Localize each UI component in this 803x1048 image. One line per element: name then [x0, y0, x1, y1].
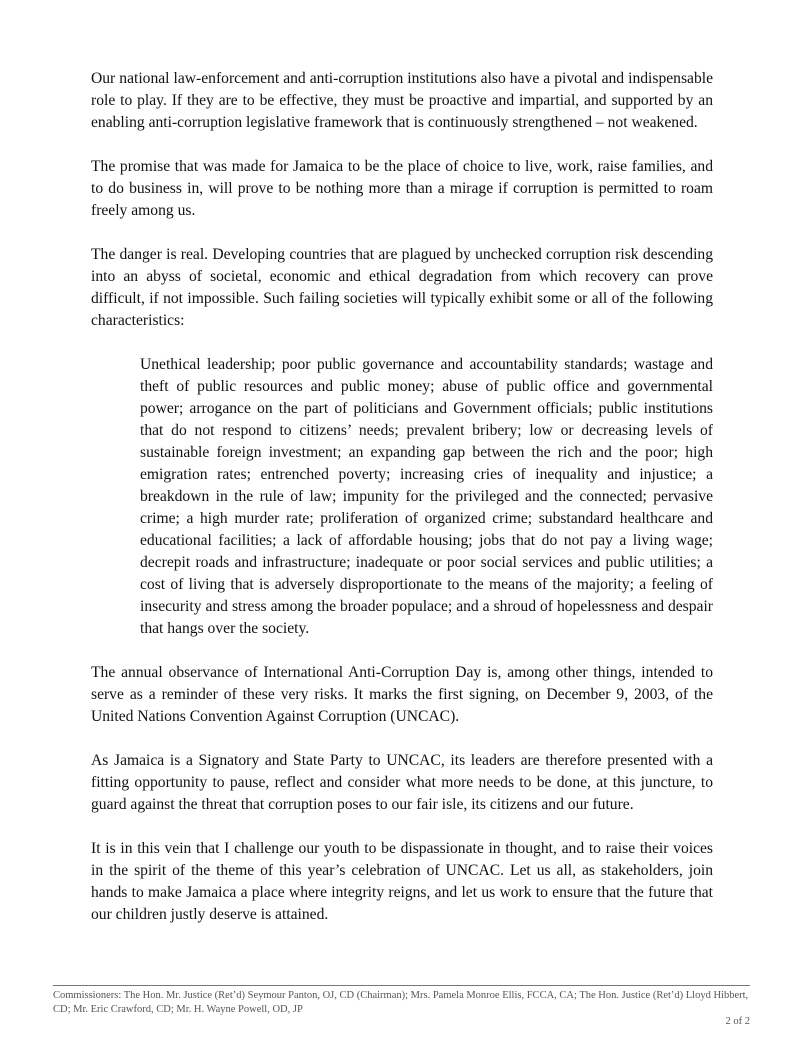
- paragraph: As Jamaica is a Signatory and State Party to UNCAC, its leaders are therefore presented with a fitting opportunity to pause, reflect and consider what more needs to be done, at this juncture, to guard against the threat that corruption poses to our fair isle, its citizens and our future.: [91, 752, 713, 813]
- characteristics-quote: Unethical leadership; poor public governance and accountability standards; wastage and theft of public resources and public money; abuse of public office and governmental power; arrogance on the part of politicians and Government officials; public institutions that do not respond to citizens’ needs; prevalent bribery; low or decreasing levels of sustainable foreign investment; an expanding gap between the rich and the poor; high emigration rates; entrenched poverty; increasing cries of inequality and injustice; a breakdown in the rule of law; impunity for the privileged and the connected; pervasive crime; a high murder rate; proliferation of organized crime; substandard healthcare and educational facilities; a lack of affordable housing; jobs that do not pay a living wage; decrepit roads and infrastructure; inadequate or poor social services and public utilities; a cost of living that is adversely disproportionate to the means of the majority; a feeling of insecurity and stress among the broader populace; and a shroud of hopelessness and despair that hangs over the society.: [140, 356, 713, 637]
- footer-commissioners: Commissioners: The Hon. Mr. Justice (Ret’d) Seymour Panton, OJ, CD (Chairman); Mrs. Pamela Monroe Ellis, FCCA, CA; The Hon. Justice (Ret’d) Lloyd Hibbert, CD; Mr. Eric Crawford, CD; Mr. H. Wayne Powell, OD, JP: [53, 990, 749, 1015]
- footer-divider: [53, 985, 750, 986]
- paragraph: The promise that was made for Jamaica to be the place of choice to live, work, raise families, and to do business in, will prove to be nothing more than a mirage if corruption is permitted to roam freely among us.: [91, 158, 713, 219]
- page-number: 2 of 2: [725, 1016, 750, 1027]
- document-body: [91, 68, 713, 948]
- paragraph: It is in this vein that I challenge our youth to be dispassionate in thought, and to raise their voices in the spirit of the theme of this year’s celebration of UNCAC. Let us all, as stakeholders, join hands to make Jamaica a place where integrity reigns, and let us work to ensure that the future that our children justly deserve is attained.: [91, 840, 713, 923]
- paragraph: The danger is real. Developing countries that are plagued by unchecked corruption risk descending into an abyss of societal, economic and ethical degradation from which recovery can prove difficult, if not impossible. Such failing societies will typically exhibit some or all of the following characteristics:: [91, 246, 713, 329]
- paragraph: Our national law-enforcement and anti-corruption institutions also have a pivotal and indispensable role to play. If they are to be effective, they must be proactive and impartial, and supported by an enabling anti-corruption legislative framework that is continuously strengthened – not weakened.: [91, 70, 713, 131]
- paragraph: The annual observance of International Anti-Corruption Day is, among other things, intended to serve as a reminder of these very risks. It marks the first signing, on December 9, 2003, of the United Nations Convention Against Corruption (UNCAC).: [91, 664, 713, 725]
